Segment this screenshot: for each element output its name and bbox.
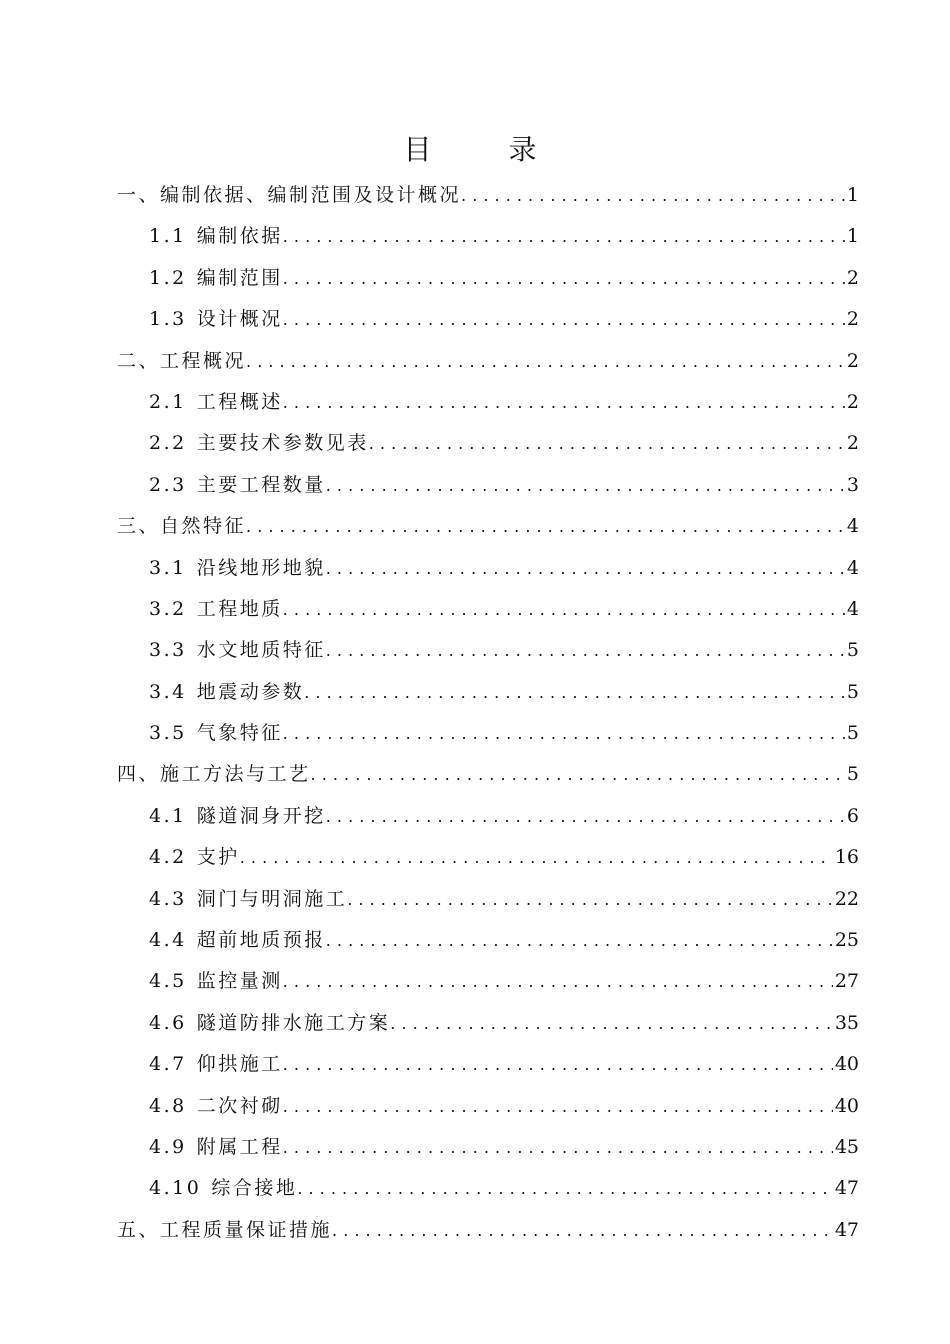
toc-page-number: 4 [846,515,859,538]
toc-subsection-entry[interactable] [117,672,859,713]
toc-entry-number: 4.5 [149,970,187,993]
toc-page-number: 3 [846,473,859,496]
toc-entry-number: 2.3 [149,473,187,496]
toc-page-number: 2 [846,390,859,413]
toc-dot-leader [326,920,833,961]
toc-page-number: 35 [834,1011,859,1034]
toc-entry-text: 隧道洞身开挖 [196,804,326,827]
toc-page-number: 4 [846,597,859,620]
toc-subsection-entry[interactable] [117,630,859,671]
toc-entry-label [149,258,283,299]
toc-entry-text: 气象特征 [196,722,283,745]
toc-dot-leader [283,589,845,630]
toc-entry-text: 工程地质 [196,597,283,620]
toc-subsection-entry[interactable] [117,465,859,506]
toc-entry-text: 地震动参数 [196,680,305,703]
toc-entry-label [149,1086,283,1127]
toc-entry-text: 支护 [196,846,240,869]
toc-subsection-entry[interactable] [117,961,859,1002]
toc-dot-leader [369,423,845,464]
toc-dot-leader [326,630,845,671]
toc-entry-number: 4.9 [149,1135,187,1158]
toc-page-number: 27 [834,970,859,993]
toc-entry-text: 二、工程概况 [117,349,247,372]
toc-entry-number: 3.4 [149,680,187,703]
toc-entry-text: 设计概况 [196,308,283,331]
toc-entry-number: 4.1 [149,804,187,827]
toc-entry-number: 3.1 [149,556,187,579]
toc-entry-text: 二次衬砌 [196,1094,283,1117]
toc-entry-text: 编制依据 [196,225,283,248]
toc-entry-number: 4.4 [149,929,187,952]
toc-subsection-entry[interactable] [117,548,859,589]
toc-entry-text: 附属工程 [196,1135,283,1158]
toc-page-number: 5 [846,639,859,662]
toc-subsection-entry[interactable] [117,423,859,464]
toc-dot-leader [311,754,845,795]
toc-page-number: 1 [846,225,859,248]
toc-entry-number: 2.1 [149,390,187,413]
toc-subsection-entry[interactable] [117,1003,859,1044]
toc-dot-leader [326,796,845,837]
toc-entry-label [149,961,283,1002]
toc-page-number: 47 [834,1177,859,1200]
toc-subsection-entry[interactable] [117,1044,859,1085]
toc-subsection-entry[interactable] [117,258,859,299]
toc-page-number: 5 [846,680,859,703]
toc-subsection-entry[interactable] [117,713,859,754]
toc-page-number: 5 [846,763,859,786]
toc-section-entry[interactable] [117,341,859,382]
toc-page-number: 5 [846,722,859,745]
toc-dot-leader [326,465,845,506]
toc-dot-leader [332,1210,833,1251]
toc-section-entry[interactable] [117,506,859,547]
toc-entry-text: 监控量测 [196,970,283,993]
toc-subsection-entry[interactable] [117,216,859,257]
toc-entry-label [149,382,283,423]
toc-entry-number: 1.1 [149,225,187,248]
toc-entry-label [149,465,326,506]
toc-entry-label [149,589,283,630]
toc-subsection-entry[interactable] [117,1086,859,1127]
toc-subsection-entry[interactable] [117,796,859,837]
toc-dot-leader [283,382,845,423]
toc-entry-number: 4.2 [149,846,187,869]
toc-entry-label [149,796,326,837]
toc-entry-text: 隧道防排水施工方案 [196,1011,391,1034]
toc-page-number: 47 [834,1218,859,1241]
toc-dot-leader [246,341,845,382]
toc-page-number: 40 [834,1053,859,1076]
toc-page-number: 40 [834,1094,859,1117]
toc-page-number: 2 [846,308,859,331]
toc-subsection-entry[interactable] [117,837,859,878]
toc-entry-label [117,506,246,547]
toc-entry-number: 1.2 [149,266,187,289]
toc-entry-label [149,1044,283,1085]
toc-entry-number: 2.2 [149,432,187,455]
toc-entry-text: 三、自然特征 [117,515,247,538]
toc-entry-label [149,713,283,754]
toc-entry-label [149,879,347,920]
toc-page-number: 6 [846,804,859,827]
toc-entry-label [149,920,326,961]
toc-entry-number: 3.5 [149,722,187,745]
toc-dot-leader [283,299,845,340]
toc-entry-label [149,548,326,589]
toc-subsection-entry[interactable] [117,1168,859,1209]
toc-page-number: 45 [834,1135,859,1158]
toc-page-number: 2 [846,432,859,455]
toc-entry-number: 4.7 [149,1053,187,1076]
toc-entry-text: 超前地质预报 [196,929,326,952]
toc-dot-leader [326,548,845,589]
toc-entry-number: 1.3 [149,308,187,331]
toc-subsection-entry[interactable] [117,1127,859,1168]
toc-entry-text: 仰拱施工 [196,1053,283,1076]
toc-entry-label [117,1210,332,1251]
toc-entry-number: 4.3 [149,887,187,910]
toc-entry-label [149,1003,390,1044]
toc-entry-text: 沿线地形地貌 [196,556,326,579]
toc-entry-text: 综合接地 [211,1177,298,1200]
toc-entry-label [149,1168,297,1209]
toc-entry-text: 洞门与明洞施工 [196,887,348,910]
toc-dot-leader [240,837,833,878]
toc-page-number: 2 [846,266,859,289]
toc-dot-leader [347,879,833,920]
toc-page-number: 4 [846,556,859,579]
toc-entry-label [117,175,461,216]
toc-entry-number: 4.10 [149,1177,202,1200]
toc-entry-number: 3.3 [149,639,187,662]
toc-entry-label [149,837,240,878]
toc-entry-text: 五、工程质量保证措施 [117,1218,333,1241]
toc-section-entry[interactable] [117,754,859,795]
toc-page-number: 1 [846,184,859,206]
toc-dot-leader [283,961,833,1002]
toc-entry-label [149,630,326,671]
toc-entry-text: 一、编制依据、编制范围及设计概况 [117,184,462,206]
toc-entry-number: 4.8 [149,1094,187,1117]
toc-entry-text: 四、施工方法与工艺 [117,763,311,786]
toc-dot-leader [283,1044,833,1085]
toc-entry-label [149,672,304,713]
toc-dot-leader [246,506,845,547]
toc-page-number: 22 [834,887,859,910]
toc-entry-label [117,754,311,795]
toc-entry-label [149,216,283,257]
toc-page-number: 16 [834,846,859,869]
toc-subsection-entry[interactable] [117,920,859,961]
toc-entry-text: 编制范围 [196,266,283,289]
toc-dot-leader [304,672,845,713]
toc-page-number: 2 [846,349,859,372]
toc-list [117,175,859,1251]
toc-subsection-entry[interactable] [117,299,859,340]
toc-entry-text: 工程概述 [196,390,283,413]
toc-dot-leader [390,1003,833,1044]
toc-dot-leader [461,175,845,216]
toc-dot-leader [283,1127,833,1168]
toc-section-entry[interactable] [117,175,859,216]
toc-entry-label [117,341,246,382]
toc-dot-leader [283,258,845,299]
toc-section-entry[interactable] [117,1210,859,1251]
toc-entry-label [149,299,283,340]
toc-dot-leader [283,713,845,754]
toc-dot-leader [283,216,845,257]
toc-dot-leader [297,1168,832,1209]
toc-entry-number: 4.6 [149,1011,187,1034]
toc-page-number: 25 [834,929,859,952]
toc-entry-text: 主要工程数量 [196,473,326,496]
toc-entry-number: 3.2 [149,597,187,620]
toc-entry-label [149,423,369,464]
toc-entry-text: 水文地质特征 [196,639,326,662]
toc-subsection-entry[interactable] [117,879,859,920]
toc-entry-text: 主要技术参数见表 [196,432,369,455]
toc-title: 目 录 [403,133,571,166]
toc-subsection-entry[interactable] [117,589,859,630]
toc-subsection-entry[interactable] [117,382,859,423]
toc-dot-leader [283,1086,833,1127]
toc-entry-label [149,1127,283,1168]
